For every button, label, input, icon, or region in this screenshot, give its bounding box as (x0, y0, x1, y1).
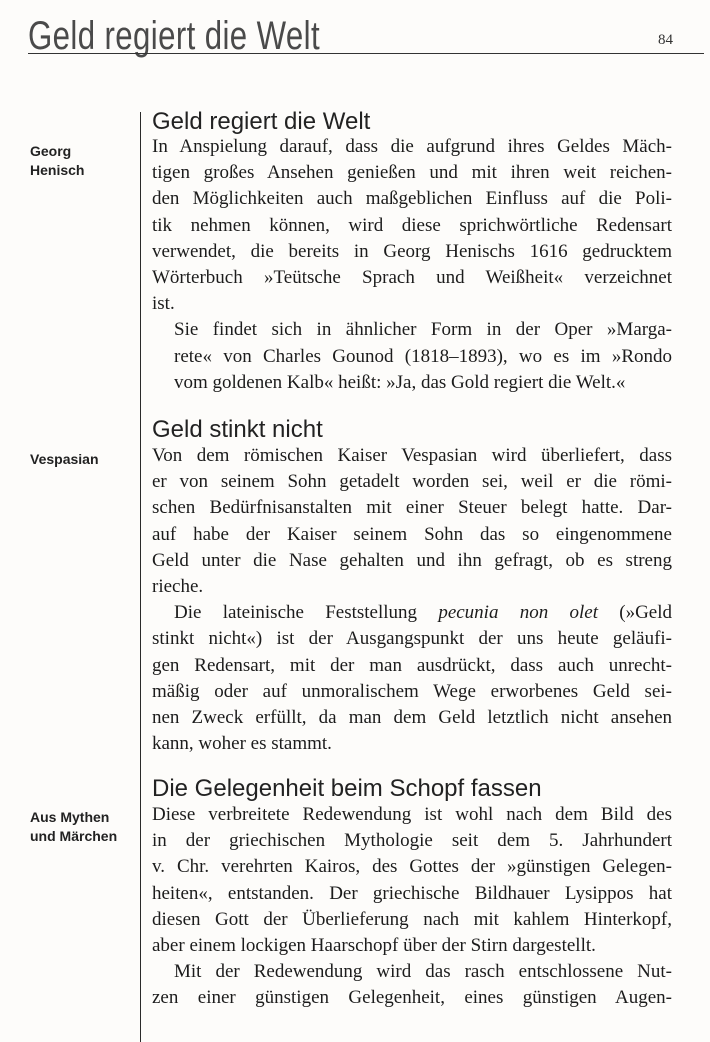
margin-label-aus-mythen: Aus Mythen und Märchen (30, 809, 118, 844)
section-body-geld-stinkt-nicht (152, 443, 672, 757)
paragraph: Von dem römischen Kaiser Vespasian wird überliefert, dass er von seinem Sohn getadelt worden sei, weil er die römi- schen Bedürfnisanstalten mit einer Steuer belegt hatte. Dar- auf habe der Kaiser seinem Sohn das so eingenommene Geld unter die Nase gehalten und ihn gefragt, ob es streng rieche. (152, 445, 672, 598)
section-body-geld-regiert (152, 134, 672, 396)
section-title-geld-stinkt-nicht: Geld stinkt nicht (152, 416, 323, 443)
section-title-geld-regiert: Geld regiert die Welt (152, 108, 371, 135)
paragraph: Die lateinische Feststellung pecunia non olet (»Geld stinkt nicht«) ist der Ausgangspunkt der uns heute geläufi- gen Redensart, mit der man ausdrückt, dass auch unrecht- mäßig oder auf unmoralischem Wege erworbenes Geld sei- nen Zweck erfüllt, da man dem Geld letztlich nicht ansehen kann, woher es stammt. (152, 602, 673, 755)
page-number: 84 (658, 32, 673, 48)
section-title-gelegenheit: Die Gelegenheit beim Schopf fassen (152, 775, 542, 802)
margin-rule (140, 112, 141, 1042)
header-rule (28, 53, 704, 54)
margin-label-georg-henisch: Georg Henisch (30, 143, 85, 178)
paragraph: Sie findet sich in ähnlicher Form in der Oper »Marga- rete« von Charles Gounod (1818–1893), wo es im »Rondo vom goldenen Kalb« heißt: »Ja, das Gold regiert die Welt.« (174, 319, 672, 393)
section-body-gelegenheit (152, 802, 672, 1012)
paragraph: In Anspielung darauf, dass die aufgrund ihres Geldes Mäch- tigen großes Ansehen genießen und mit ihren weit reichen- den Möglichkeiten auch maßgeblichen Einfluss auf die Poli- tik nehmen können, wird diese sprichwörtliche Redensart verwendet, die bereits in Georg Henischs 1616 gedrucktem Wörterbuch »Teütsche Sprach und Weißheit« verzeichnet ist. (152, 136, 672, 315)
paragraph: Mit der Redewendung wird das rasch entschlossene Nut- zen einer günstigen Gelegenheit, eines günstigen Augen- (152, 961, 672, 1009)
running-head-title: Geld regiert die Welt (28, 14, 321, 58)
margin-label-vespasian: Vespasian (30, 451, 99, 467)
paragraph: Diese verbreitete Redewendung ist wohl nach dem Bild des in der griechischen Mythologie seit dem 5. Jahrhundert v. Chr. verehrten Kairos, des Gottes der »günstigen Gelegen- heiten«, entstanden. Der griechische Bildhauer Lysippos hat diesen Gott der Überlieferung nach mit kahlem Hinterkopf, aber einem lockigen Haarschopf über der Stirn dargestellt. (152, 804, 672, 957)
